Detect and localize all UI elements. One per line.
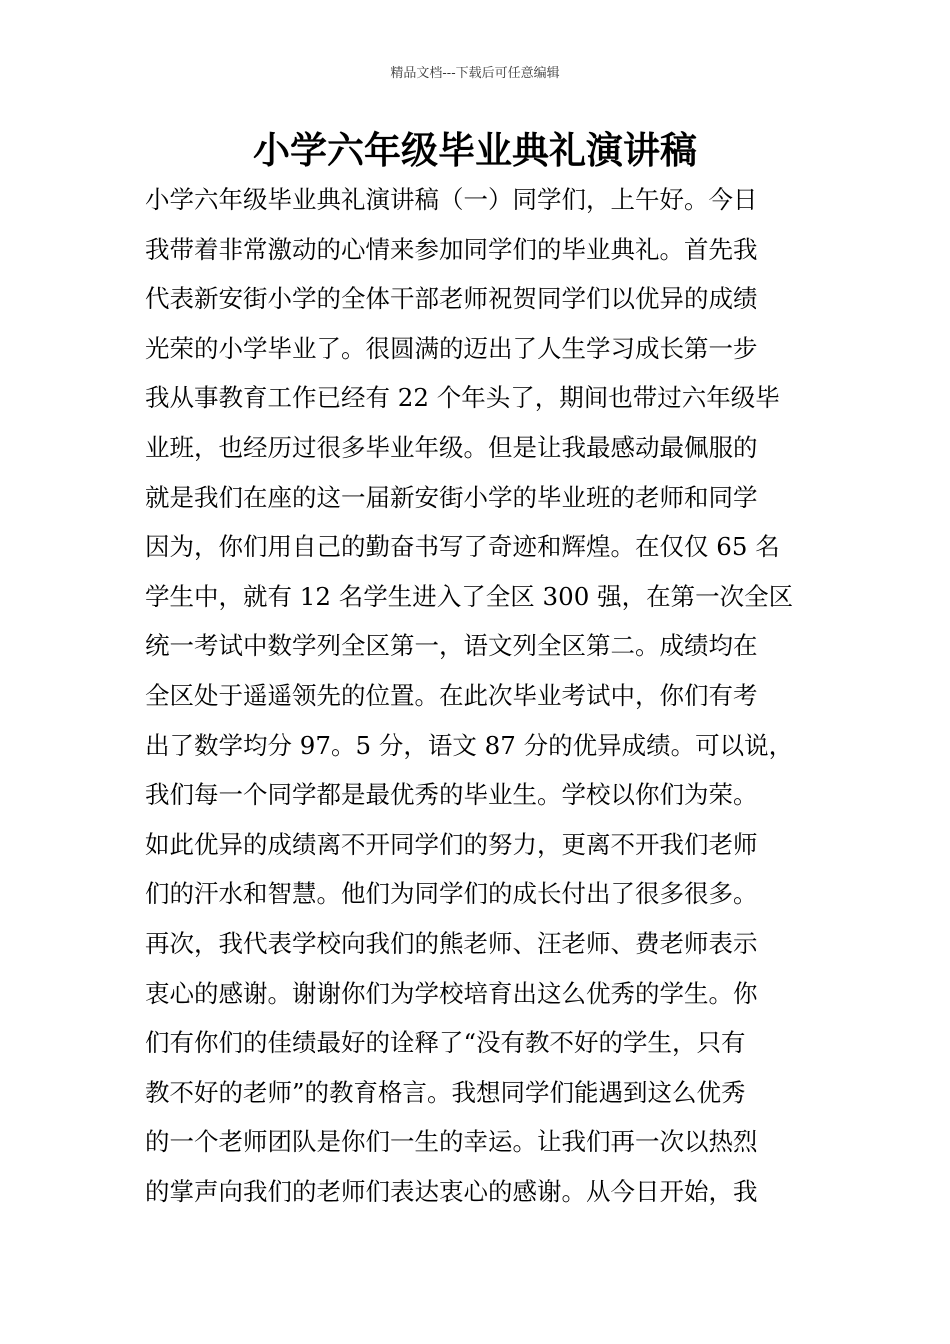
body-line: 因为，你们用自己的勤奋书写了奇迹和辉煌。在仅仅 65 名	[145, 532, 780, 562]
body-line: 们的汗水和智慧。他们为同学们的成长付出了很多很多。	[145, 879, 758, 909]
header-note: 精品文档---下载后可任意编辑	[390, 66, 560, 81]
body-line: 我从事教育工作已经有 22 个年头了，期间也带过六年级毕	[145, 383, 780, 413]
body-line: 学生中，就有 12 名学生进入了全区 300 强，在第一次全区	[145, 581, 794, 611]
body-line: 小学六年级毕业典礼演讲稿（一）同学们，上午好。今日	[145, 185, 758, 214]
body-line: 代表新安街小学的全体干部老师祝贺同学们以优异的成绩	[145, 284, 758, 314]
body-line: 如此优异的成绩离不开同学们的努力，更离不开我们老师	[145, 829, 758, 859]
document-title: 小学六年级毕业典礼演讲稿	[253, 128, 697, 172]
body-line: 统一考试中数学列全区第一，语文列全区第二。成绩均在	[145, 631, 758, 661]
body-line: 们有你们的佳绩最好的诠释了“没有教不好的学生，只有	[145, 1028, 746, 1058]
body-line: 的一个老师团队是你们一生的幸运。让我们再一次以热烈	[145, 1127, 758, 1157]
body-line: 衷心的感谢。谢谢你们为学校培育出这么优秀的学生。你	[145, 978, 758, 1008]
body-line: 光荣的小学毕业了。很圆满的迈出了人生学习成长第一步	[145, 333, 758, 363]
body-line: 教不好的老师”的教育格言。我想同学们能遇到这么优秀	[145, 1077, 746, 1107]
body-line: 再次，我代表学校向我们的熊老师、汪老师、费老师表示	[145, 928, 758, 958]
body-line: 业班，也经历过很多毕业年级。但是让我最感动最佩服的	[145, 432, 758, 462]
body-line: 我带着非常激动的心情来参加同学们的毕业典礼。首先我	[145, 234, 758, 264]
body-text	[145, 175, 810, 1216]
body-line: 我们每一个同学都是最优秀的毕业生。学校以你们为荣。	[145, 780, 758, 810]
body-line: 全区处于遥遥领先的位置。在此次毕业考试中，你们有考	[145, 680, 758, 710]
body-line: 就是我们在座的这一届新安街小学的毕业班的老师和同学	[145, 482, 758, 512]
body-line: 出了数学均分 97。5 分，语文 87 分的优异成绩。可以说，	[145, 730, 794, 760]
body-line: 的掌声向我们的老师们表达衷心的感谢。从今日开始，我	[145, 1176, 758, 1206]
